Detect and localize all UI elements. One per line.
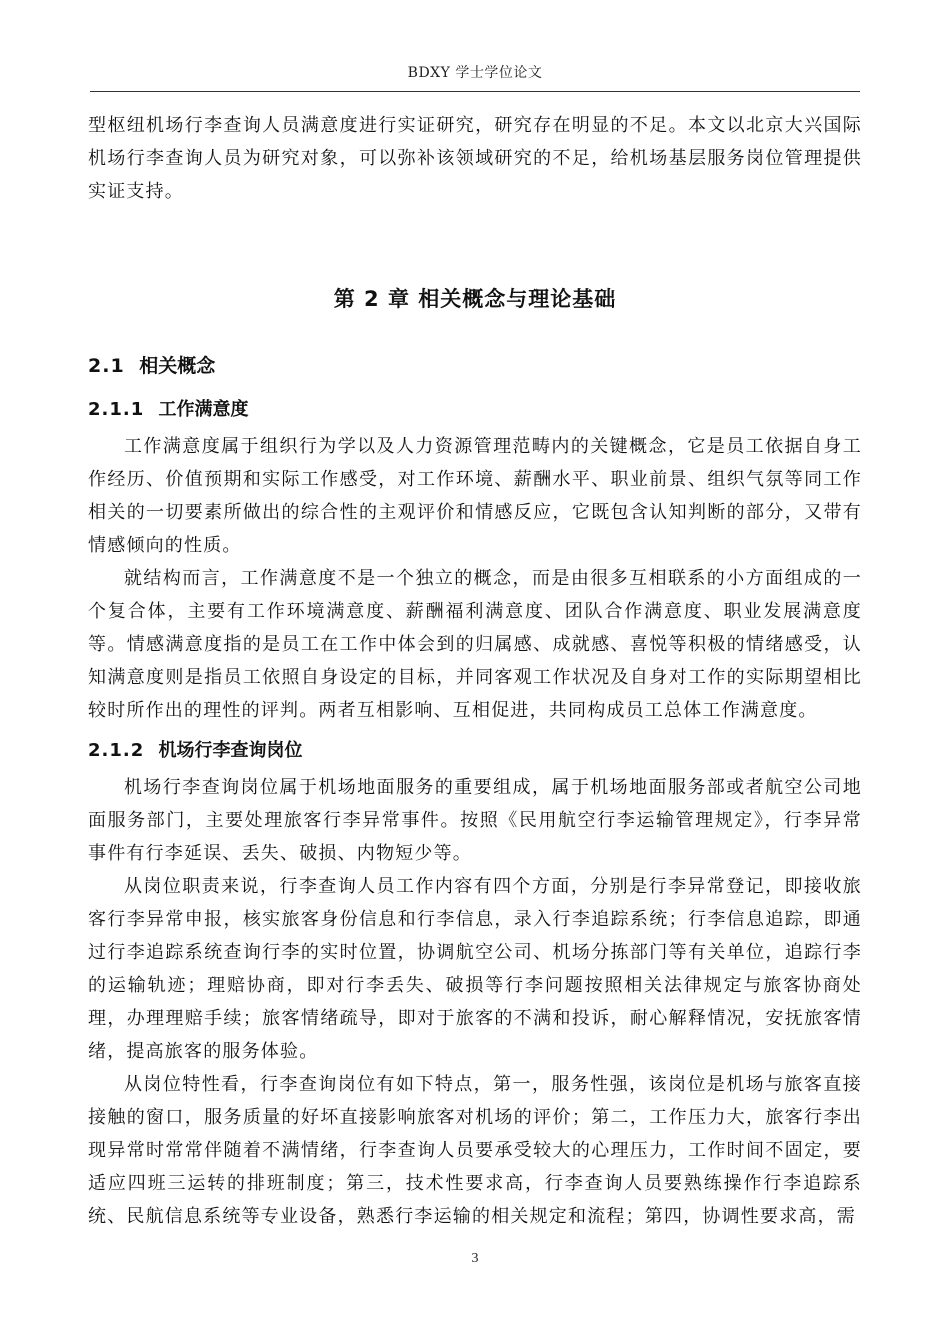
subsection-title: 工作满意度 [158,399,249,420]
section-heading-2-1 [88,352,862,380]
chapter-title: 第 2 章 相关概念与理论基础 [333,287,617,311]
section-number: 2.1 [88,355,125,377]
subsection-number: 2.1.1 [88,399,145,420]
header-rule [90,91,860,92]
section-title: 相关概念 [139,355,216,377]
subsection-number: 2.1.2 [88,740,145,761]
paragraph: 机场行李查询岗位属于机场地面服务的重要组成，属于机场地面服务部或者航空公司地面服务部门，主要处理旅客行李异常事件。按照《民用航空行李运输管理规定》，行李异常事件有行李延误、丢失、破损、内物短少等。 [88,777,862,864]
subsection-heading-2-1-2 [88,737,862,765]
running-header: BDXY 学士学位论文 [407,65,543,81]
paragraph: 工作满意度属于组织行为学以及人力资源管理范畴内的关键概念，它是员工依据自身工作经历、价值预期和实际工作感受，对工作环境、薪酬水平、职业前景、组织气氛等同工作相关的一切要素所做出的综合性的主观评价和情感反应，它既包含认知判断的部分，又带有情感倾向的性质。 [88,436,862,556]
page-number: 3 [471,1251,479,1266]
paragraph: 从岗位职责来说，行李查询人员工作内容有四个方面，分别是行李异常登记，即接收旅客行李异常申报，核实旅客身份信息和行李信息，录入行李追踪系统；行李信息追踪，即通过行李追踪系统查询行李的实时位置，协调航空公司、机场分拣部门等有关单位，追踪行李的运输轨迹；理赔协商，即对行李丢失、破损等行李问题按照相关法律规定与旅客协商处理，办理理赔手续；旅客情绪疏导，即对于旅客的不满和投诉，耐心解释情况，安抚旅客情绪，提高旅客的服务体验。 [88,876,862,1062]
intro-paragraph: 型枢纽机场行李查询人员满意度进行实证研究，研究存在明显的不足。本文以北京大兴国际机场行李查询人员为研究对象，可以弥补该领域研究的不足，给机场基层服务岗位管理提供实证支持。 [88,115,862,202]
paragraph: 就结构而言，工作满意度不是一个独立的概念，而是由很多互相联系的小方面组成的一个复合体，主要有工作环境满意度、薪酬福利满意度、团队合作满意度、职业发展满意度等。情感满意度指的是员工在工作中体会到的归属感、成就感、喜悦等积极的情绪感受，认知满意度则是指员工依照自身设定的目标，并同客观工作状况及自身对工作的实际期望相比较时所作出的理性的评判。两者互相影响、互相促进，共同构成员工总体工作满意度。 [88,568,862,721]
subsection-title: 机场行李查询岗位 [158,740,303,761]
page-body [88,109,862,1233]
subsection-heading-2-1-1 [88,396,862,424]
paragraph: 从岗位特性看，行李查询岗位有如下特点，第一，服务性强，该岗位是机场与旅客直接接触的窗口，服务质量的好坏直接影响旅客对机场的评价；第二，工作压力大，旅客行李出现异常时常常伴随着不满情绪，行李查询人员要承受较大的心理压力，工作时间不固定，要适应四班三运转的排班制度；第三，技术性要求高，行李查询人员要熟练操作行李追踪系统、民航信息系统等专业设备，熟悉行李运输的相关规定和流程；第四，协调性要求高，需 [88,1074,862,1227]
